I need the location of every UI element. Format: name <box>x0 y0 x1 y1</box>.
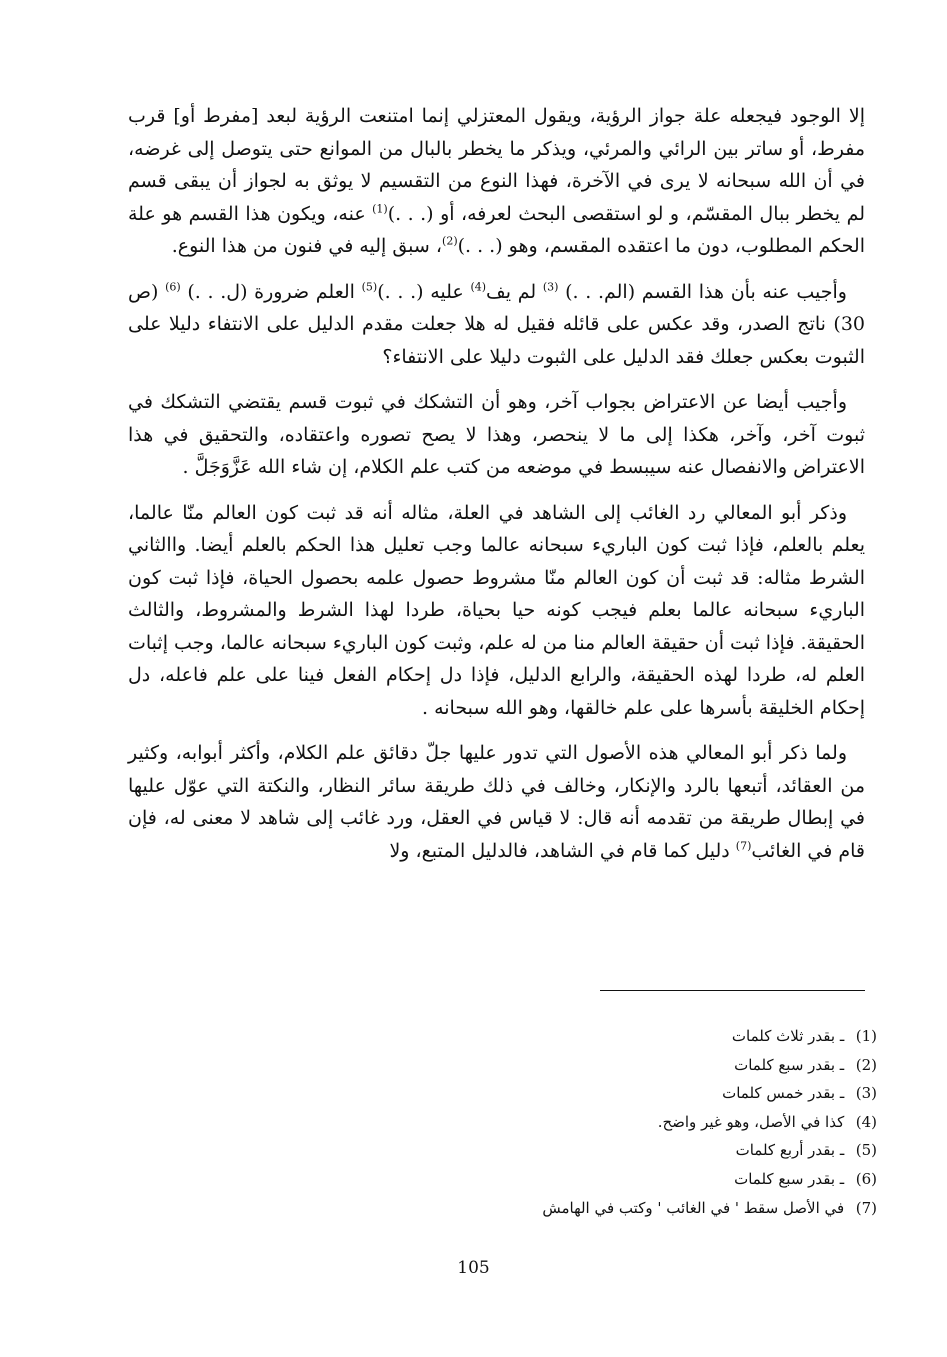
text-run: عنه، ويكون هذا القسم هو علة الحكم المطلوب، دون ما اعتقده المقسم، وهو (. . .) <box>128 202 865 257</box>
footnote-ref: (5) <box>361 280 378 294</box>
footnote-ref: (4) <box>470 280 487 294</box>
paragraph <box>128 737 865 867</box>
text-run: لم يف <box>486 280 543 303</box>
footnote <box>357 1136 877 1165</box>
page-number: 105 <box>457 1258 490 1278</box>
footnote-text: ـ بقدر خمس كلمات <box>722 1084 845 1103</box>
text-run: دليل كما قام في الشاهد، فالدليل المتبع، ولا <box>389 839 736 862</box>
footnote-number: (6) <box>855 1169 877 1188</box>
footnote-ref: (7) <box>735 839 752 853</box>
footnote <box>357 1108 877 1137</box>
text-run: (ص 30) ناتج الصدر، وقد عكس على قائله فقيل له هلا جعلت مقدم الدليل على الانتفاء دليلا على الثبوت بعكس جعلك فقد الدليل على الثبوت دليلا على الانتفاء؟ <box>128 280 865 368</box>
footnote-ref: (6) <box>165 280 181 294</box>
footnote-text: ـ بقدر ثلاث كلمات <box>731 1027 845 1045</box>
paragraph <box>128 386 865 484</box>
footnote-number: (7) <box>855 1198 877 1217</box>
text-run: العلم ضرورة (ل. . .) <box>180 280 362 303</box>
footnote-text: في الأصل سقط ' في الغائب ' وكتب في الهامش <box>542 1198 845 1217</box>
footnote-number: (4) <box>855 1112 877 1131</box>
footnote-text: ـ بقدر أربع كلمات <box>735 1141 845 1160</box>
footnote-text: كذا في الأصل، وهو غير واضح. <box>657 1112 845 1131</box>
main-text <box>128 100 865 880</box>
footnote-number: (2) <box>855 1055 877 1074</box>
text-run: ولما ذكر أبو المعالي هذه الأصول التي تدور عليها جلّ دقائق علم الكلام، وأكثر أبوابه، وكثير من العقائد، أتبعها بالرد والإنكار، وخالف في ذلك طريقة سائر النظار، والنكتة التي عوّل عليها في إبطال طريقة من تقدمه أنه قال: لا قياس في العقل، ورد غائب إلى شاهد لا معنى له، فإن قام في الغائب <box>128 742 865 862</box>
footnote-ref: (2) <box>442 234 458 248</box>
footnote <box>357 1165 877 1194</box>
paragraph <box>128 100 865 263</box>
text-run: ، سبق إليه في فنون من هذا النوع. <box>171 235 443 257</box>
footnote <box>357 1194 877 1223</box>
footnote-ref: (1) <box>372 202 388 216</box>
text-run: وأجيب أيضا عن الاعتراض بجواب آخر، وهو أن التشكك في ثبوت قسم يقتضي التشكك في ثبوت آخر، وآخر، هكذا إلى ما لا ينحصر، وهذا لا يصح تصوره واعتقاده، والتحقيق في هذا الاعتراض والانفصال عنه سيبسط في موضعه من كتب علم الكلام، إن شاء الله عَزَّوَجَلَّ . <box>128 391 865 478</box>
footnote-number: (5) <box>855 1141 877 1160</box>
text-run: وذكر أبو المعالي رد الغائب إلى الشاهد في العلة، مثاله أنه قد ثبت كون العالم منّا عالما، يعلم بالعلم، فإذا ثبت كون الباريء سبحانه عالما وجب تعليل هذا الحكم بالعلم أيضا. واالثاني الشرط مثاله: قد ثبت أن كون العالم منّا مشروط حصول علمه بحصول الحياة، فإذا ثبت كون الباريء سبحانه عالما بعلم فيجب كونه حيا بحياة، طردا لهذا الشرط والمشروط، والثالث الحقيقة. فإذا ثبت أن حقيقة العالم منا من له علم، وثبت كون الباريء سبحانه عالما، وجب إثبات العلم له، طردا لهذه الحقيقة، والرابع الدليل، فإذا دل إحكام الفعل فينا على علم فاعله، دل إحكام الخليقة بأسرها على علم خالقها، وهو الله سبحانه . <box>128 501 865 719</box>
text-run: إلا الوجود فيجعله علة جواز الرؤية، ويقول المعتزلي إنما امتنعت الرؤية لبعد [مفرط أو] قرب مفرط، أو ساتر بين الرائي والمرئي، ويذكر ما يخطر بالبال من الموانع حتى يتوصل إلى غرضه، في أن الله سبحانه لا يرى في الآخرة، فهذا النوع من التقسيم لا يوثق به لجواز أن يبقى قسم لم يخطر ببال المقسّم، و لو استقصى البحث لعرفه، أو (. . .) <box>128 105 865 225</box>
footnote-number: (1) <box>855 1027 877 1045</box>
footnote-ref: (3) <box>542 280 559 294</box>
paragraph <box>128 276 865 374</box>
footnote <box>357 1079 877 1108</box>
footnote <box>357 1051 877 1080</box>
footnote <box>357 1022 877 1051</box>
footnotes <box>357 1022 877 1222</box>
footnote-text: ـ بقدر سبع كلمات <box>734 1169 845 1188</box>
text-run: عليه (. . .) <box>377 280 471 303</box>
footnote-separator <box>600 990 865 991</box>
text-run: وأجيب عنه بأن هذا القسم (الم. . .) <box>558 280 847 303</box>
footnote-number: (3) <box>855 1084 877 1103</box>
paragraph <box>128 497 865 725</box>
footnote-text: ـ بقدر سبع كلمات <box>734 1055 845 1074</box>
